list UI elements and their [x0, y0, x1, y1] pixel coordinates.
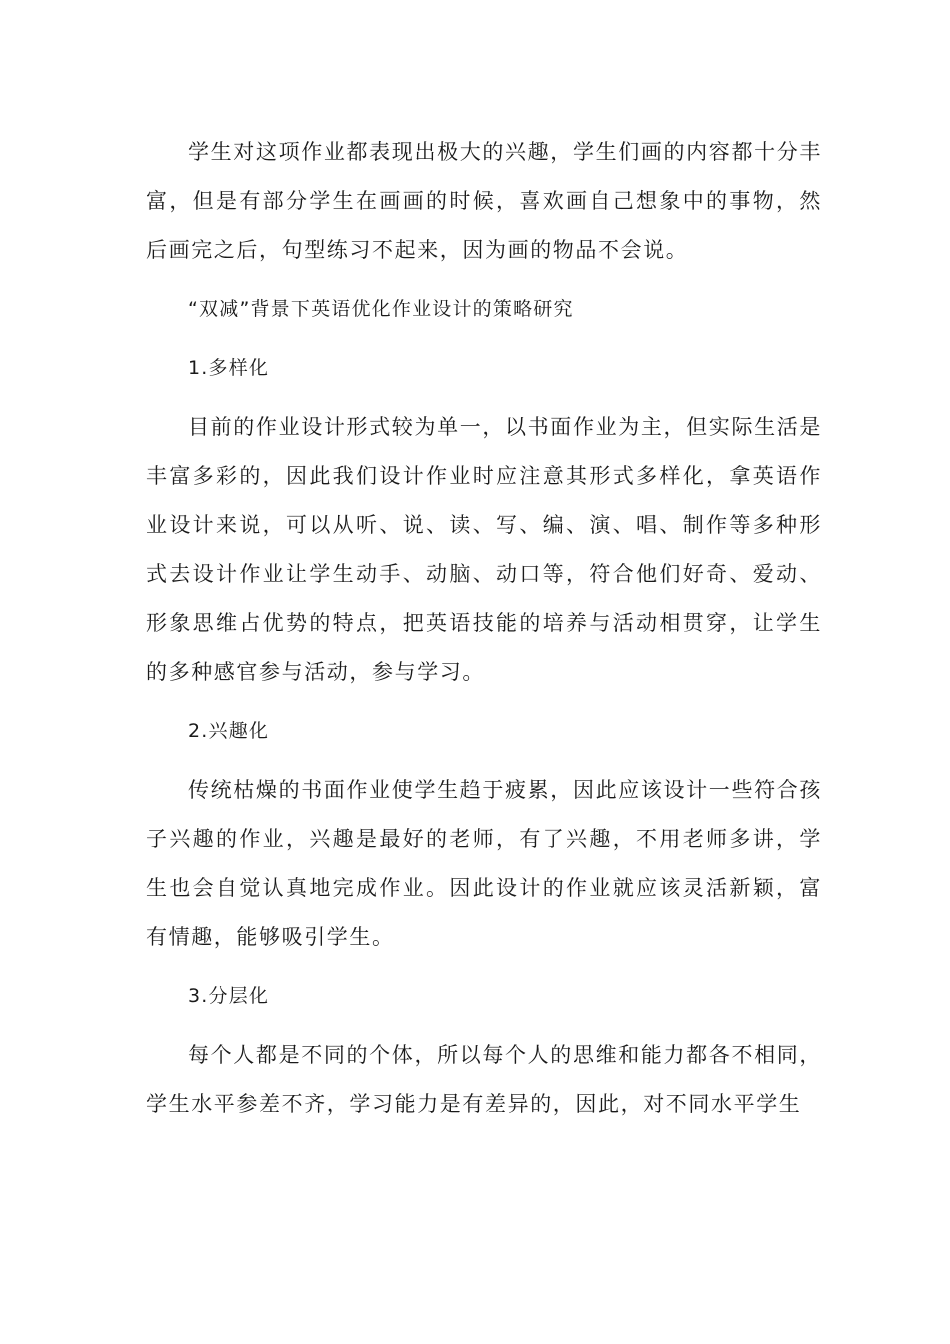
paragraph-interest: 传统枯燥的书面作业使学生趋于疲累，因此应该设计一些符合孩子兴趣的作业，兴趣是最好的老师，有了兴趣，不用老师多讲，学生也会自觉认真地完成作业。因此设计的作业就应该灵活新颖，富有情趣，能够吸引学生。 — [146, 778, 822, 949]
spacer — [146, 756, 822, 766]
heading-layering: 3.分层化 — [188, 985, 270, 1007]
heading-interest: 2.兴趣化 — [188, 720, 270, 742]
section-title: “双减”背景下英语优化作业设计的策略研究 — [188, 298, 574, 320]
spacer — [146, 1021, 822, 1031]
spacer — [146, 334, 822, 344]
paragraph-drawing-interest: 学生对这项作业都表现出极大的兴趣，学生们画的内容都十分丰富，但是有部分学生在画画的时候，喜欢画自己想象中的事物，然后画完之后，句型练习不起来，因为画的物品不会说。 — [146, 140, 822, 262]
spacer — [146, 962, 822, 972]
spacer — [146, 275, 822, 285]
spacer — [146, 697, 822, 707]
paragraph-diversification: 目前的作业设计形式较为单一，以书面作业为主，但实际生活是丰富多彩的，因此我们设计作业时应注意其形式多样化，拿英语作业设计来说，可以从听、说、读、写、编、演、唱、制作等多种形式去设计作业让学生动手、动脑、动口等，符合他们好奇、爱动、形象思维占优势的特点，把英语技能的培养与活动相贯穿，让学生的多种感官参与活动，参与学习。 — [146, 415, 822, 684]
paragraph-layering: 每个人都是不同的个体，所以每个人的思维和能力都各不相同，学生水平参差不齐，学习能力是有差异的，因此，对不同水平学生 — [146, 1043, 822, 1116]
heading-diversification: 1.多样化 — [188, 357, 270, 379]
document-body — [146, 128, 822, 1129]
spacer — [146, 393, 822, 403]
